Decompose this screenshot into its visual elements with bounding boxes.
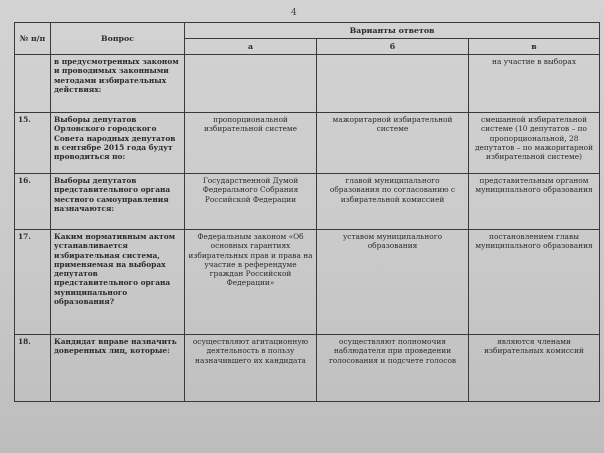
answer-a: пропорциональной избирательной системе — [185, 113, 317, 174]
answer-c: постановлением главы муниципального образования — [469, 230, 600, 335]
header-variant-c: в — [469, 39, 600, 55]
answer-c: представительным органом муниципального образования — [469, 174, 600, 230]
header-variant-a: а — [185, 39, 317, 55]
answer-a: Федеральным законом «Об основных гарантиях избирательных прав и права на участие в референдуме граждан Российской Федерации» — [185, 230, 317, 335]
answer-a: Государственной Думой Федерального Собрания Российской Федерации — [185, 174, 317, 230]
question-text: Выборы депутатов Орловского городского Совета народных депутатов в сентябре 2015 года будут проводиться по: — [51, 113, 185, 174]
row-number — [15, 55, 51, 113]
questions-table — [14, 22, 600, 402]
question-text: Каким нормативным актом устанавливается избирательная система, применяемая на выборах депутатов представительного органа муниципального образования? — [51, 230, 185, 335]
question-text: в предусмотренных законом и проводимых законными методами избирательных действиях: — [51, 55, 185, 113]
page-number: 4 — [291, 8, 297, 18]
table-row — [15, 113, 600, 174]
answer-c: смешанной избирательной системе (10 депутатов – по пропорциональной, 28 депутатов – по мажоритарной избирательной системе) — [469, 113, 600, 174]
table-row — [15, 174, 600, 230]
row-number: 17. — [15, 230, 51, 335]
row-number: 18. — [15, 335, 51, 402]
answer-b: мажоритарной избирательной системе — [317, 113, 469, 174]
table-header-row — [15, 23, 600, 39]
answer-b — [317, 55, 469, 113]
row-number: 16. — [15, 174, 51, 230]
header-answers: Варианты ответов — [185, 23, 600, 39]
table-row — [15, 230, 600, 335]
row-number: 15. — [15, 113, 51, 174]
question-text: Кандидат вправе назначить доверенных лиц, которые: — [51, 335, 185, 402]
table-row — [15, 335, 600, 402]
header-number: № п/п — [15, 23, 51, 55]
answer-c: являются членами избирательных комиссий — [469, 335, 600, 402]
table-row — [15, 55, 600, 113]
header-question: Вопрос — [51, 23, 185, 55]
answer-c: на участие в выборах — [469, 55, 600, 113]
question-text: Выборы депутатов представительного органа местного самоуправления назначаются: — [51, 174, 185, 230]
answer-a: осуществляют агитационную деятельность в пользу назначившего их кандидата — [185, 335, 317, 402]
answer-b: уставом муниципального образования — [317, 230, 469, 335]
answer-b: главой муниципального образования по согласованию с избирательной комиссией — [317, 174, 469, 230]
answer-a — [185, 55, 317, 113]
answer-b: осуществляют полномочия наблюдателя при проведении голосования и подсчете голосов — [317, 335, 469, 402]
header-variant-b: б — [317, 39, 469, 55]
